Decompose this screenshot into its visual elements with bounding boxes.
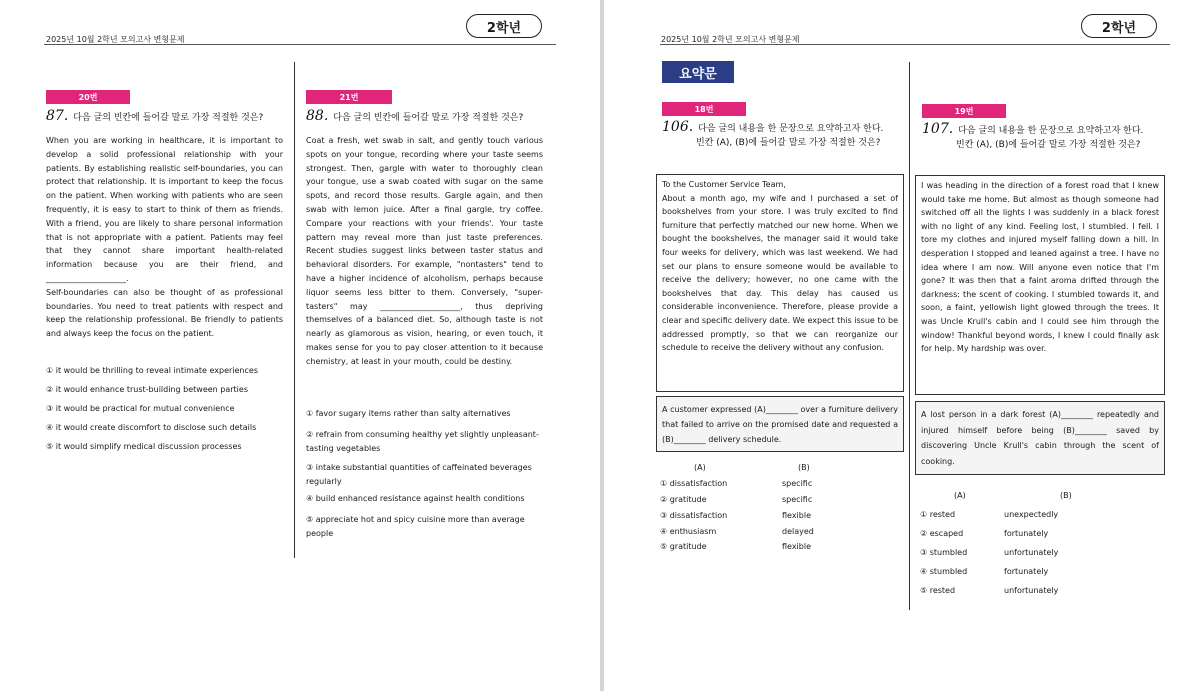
section-label: 요약문 [662,61,734,83]
option-b: unexpectedly [1004,510,1059,519]
option-b: fortunately [1004,529,1049,538]
header-rule [660,44,1170,45]
passage-box: I was heading in the direction of a forest road that I knew would take me home. But almost as though someone had switched off all the lights I was suddenly in a black forest with no light of any kind. Feeling lost, I stumbled. I fell. I tore my clothes and injured myself falling down a hill. In desperation I stopped and leaned against a tree. I have no idea where I am now. Will anyone even notice that I'm gone? It was then that a faint aroma drifted through the darkness: the scent of cooking. I stumbled towards it, and soon, a faint, yellowish light glowed through the trees. It was Uncle Krull's cabin and I could see him through the window! Thankful beyond words, I knew I could finally ask for help. My hardship was over. [915,175,1165,395]
option-b: specific [782,479,813,489]
passage: Coat a fresh, wet swab in salt, and gently touch various spots on your tongue, recording where your taste seems strongest. Then, gargle with water to thoroughly clean your tongue, use a swab coated with sugar on the same spots, and record those results. Gargle again, and then swab with lemon juice. After a final gargle, try coffee. Compare your reactions with your friends'. Your taste pattern may reveal more than just taste preferences. Recent studies suggest links between taster status and behavioral disorders. For example, "nontasters" tend to have a higher incidence of alcoholism, perhaps because liquor seems less bitter to them. Conversely, "super-tasters" may ____________________, thus depriving themselves of a balanced diet. So, although taste is not nearly as glamorous as vision, hearing, or even touch, it makes sense for you to pay closer attention to it because chemistry, at least in your mouth, could be destiny. [306,136,543,366]
question-tag: 18번 [662,102,746,116]
option-b: unfortunately [1004,586,1059,595]
answer-option[interactable] [920,524,1140,543]
question-tag: 20번 [46,90,130,104]
answer-table [660,460,882,555]
answer-option[interactable] [660,523,882,539]
column-divider [294,62,295,558]
option-a: ③ stumbled [920,548,968,557]
option-a: ④ stumbled [920,567,968,576]
option-a: ④ enthusiasm [660,526,717,536]
question-header [662,120,902,150]
question-prompt: 다음 글의 빈칸에 들어갈 말로 가장 적절한 것은? [333,113,524,123]
page-right [604,0,1187,691]
option-a: ① dissatisfaction [660,479,728,489]
question-header [46,108,263,124]
answer-option[interactable] [660,492,882,508]
header-rule [44,44,556,45]
passage [46,134,283,341]
summary-box: A lost person in a dark forest (A)________ repeatedly and injured himself before being (B)________ saved by discovering Uncle Krull's cabin through the scent of cooking. [915,401,1165,475]
question-number: 87. [46,108,69,124]
answer-option[interactable] [920,505,1140,524]
question-prompt-line2: 빈칸 (A), (B)에 들어갈 말로 가장 적절한 것은? [696,138,881,148]
option-b: flexible [782,510,811,520]
col-b-header: (B) [1060,491,1072,500]
question-number: 107. [922,121,954,137]
question-prompt-line2: 빈칸 (A), (B)에 들어갈 말로 가장 적절한 것은? [956,140,1141,150]
answer-table-header [660,460,882,476]
answer-option[interactable]: ⑤ it would simplify medical discussion processes [46,442,242,451]
answer-options [46,366,286,461]
answer-option[interactable] [660,539,882,555]
option-b: specific [782,494,813,504]
answer-option[interactable]: ③ it would be practical for mutual convenience [46,404,235,413]
answer-option[interactable] [660,507,882,523]
answer-option[interactable] [660,476,882,492]
col-a-header: (A) [954,491,966,500]
option-a: ③ dissatisfaction [660,510,728,520]
exam-title: 2025년 10월 2학년 모의고사 변형문제 [661,35,800,44]
answer-table [920,486,1140,600]
summary-box: A customer expressed (A)________ over a furniture delivery that failed to arrive on the promised date and requested a (B)________ delivery schedule. [656,396,904,452]
answer-option[interactable] [920,562,1140,581]
passage-text-continued: Self-boundaries can also be thought of as professional boundaries. You need to treat patients with respect and keep the relationship professional. Be friendly to patients and always keep the focus on the patient. [46,287,283,339]
answer-option[interactable]: ② it would enhance trust-building between parties [46,385,248,394]
answer-option[interactable] [920,543,1140,562]
answer-option[interactable]: ① favor sugary items rather than salty alternatives [306,409,511,418]
question-prompt: 다음 글의 빈칸에 들어갈 말로 가장 적절한 것은? [73,113,264,123]
option-a: ① rested [920,510,956,519]
column-divider [909,62,910,610]
col-a-header: (A) [694,463,706,473]
question-prompt: 다음 글의 내용을 한 문장으로 요약하고자 한다. [698,124,884,134]
passage-box [656,174,904,392]
passage-text: About a month ago, my wife and I purchased a set of bookshelves from your store. I was truly excited to find furniture that perfectly matched our new home. When we bought the bookshelves, the manager said it would take four weeks for delivery, which was last weekend. We had set our plans to ensure someone would be available to receive the delivery; however, no one came with the bookshelves that day. This delay has caused us considerable inconvenience. Therefore, please provide a clear and specific delivery date. We expect this issue to be addressed promptly, so that we can reorganize our schedule to receive the delivery without any confusion. [662,193,898,353]
answer-option[interactable]: ③ intake substantial quantities of caffeinated beverages regularly [306,463,532,486]
option-a: ② escaped [920,529,964,538]
answer-option[interactable]: ⑤ appreciate hot and spicy cuisine more than average people [306,515,525,538]
answer-option[interactable] [920,581,1140,600]
option-b: flexible [782,542,811,552]
grade-badge: 2학년 [1081,14,1157,38]
option-a: ⑤ gratitude [660,542,707,552]
option-b: delayed [782,526,814,536]
question-prompt: 다음 글의 내용을 한 문장으로 요약하고자 한다. [958,126,1144,136]
question-tag: 21번 [306,90,392,104]
question-number: 88. [306,108,329,124]
option-b: unfortunately [1004,548,1059,557]
letter-greeting: To the Customer Service Team, [662,180,786,189]
passage-text: When you are working in healthcare, it is important to develop a solid professional relationship with your patients. By establishing realistic self-boundaries, you can protect that relationship. It is important to keep the focus on the patient. When working with patients who are seen frequently, it is easy to start to think of them as friends. With a friend, you are likely to share personal information that is not appropriate with a patient. Patients may feel that they cannot share important health-related information because you are their friend, and ____________________. [46,136,283,283]
option-a: ⑤ rested [920,586,956,595]
grade-badge: 2학년 [466,14,542,38]
answer-option[interactable]: ④ it would create discomfort to disclose such details [46,423,257,432]
question-number: 106. [662,119,694,135]
answer-option[interactable]: ① it would be thrilling to reveal intimate experiences [46,366,258,375]
exam-title: 2025년 10월 2학년 모의고사 변형문제 [46,35,185,44]
answer-options [306,409,544,541]
question-header [306,108,523,124]
question-tag: 19번 [922,104,1006,118]
answer-option[interactable]: ② refrain from consuming healthy yet slightly unpleasant-tasting vegetables [306,430,539,453]
option-a: ② gratitude [660,494,707,504]
question-header [922,122,1167,152]
col-b-header: (B) [798,463,810,473]
answer-option[interactable]: ④ build enhanced resistance against health conditions [306,494,525,503]
answer-table-header [920,486,1140,505]
option-b: fortunately [1004,567,1049,576]
